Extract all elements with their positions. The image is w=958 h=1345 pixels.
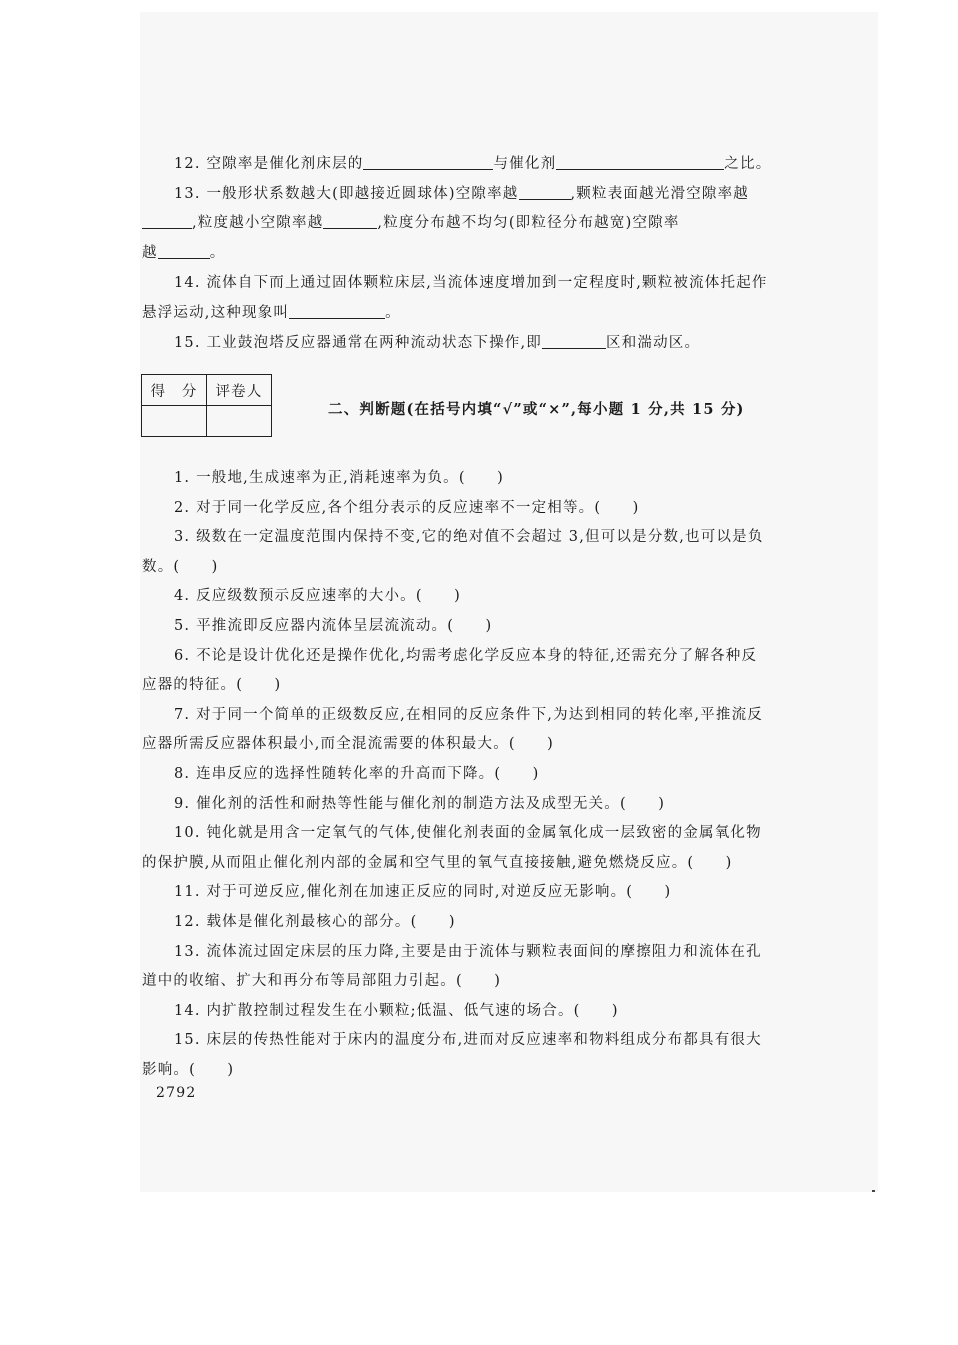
fill-item-13-cont2 — [142, 241, 822, 262]
judgment-item — [174, 910, 854, 931]
answer-blank[interactable] — [323, 214, 377, 229]
item-number: 9. — [174, 795, 191, 812]
item-text: 级数在一定温度范围内保持不变,它的绝对值不会超过 3,但可以是分数,也可以是负 — [196, 529, 764, 546]
item-text: 载体是催化剂最核心的部分。( ) — [206, 914, 456, 930]
item-text: 空隙率是催化剂床层的 — [206, 156, 364, 172]
judgment-item — [174, 821, 854, 842]
item-text: 催化剂的活性和耐热等性能与催化剂的制造方法及成型无关。( ) — [196, 795, 666, 812]
answer-blank[interactable] — [542, 334, 606, 349]
answer-blank[interactable] — [158, 244, 210, 259]
item-number: 15. — [174, 335, 201, 351]
fill-item-15 — [174, 331, 854, 352]
item-text: 的保护膜,从而阻止催化剂内部的金属和空气里的氧气直接接触,避免燃烧反应。( ) — [142, 854, 733, 871]
item-text: 对于同一个简单的正级数反应,在相同的反应条件下,为达到相同的转化率,平推流反 — [196, 706, 763, 723]
answer-blank[interactable] — [363, 155, 493, 170]
scan-speck — [872, 1190, 875, 1192]
fill-item-13 — [174, 182, 854, 203]
answer-blank[interactable] — [289, 304, 385, 319]
item-text: 平推流即反应器内流体呈层流流动。( ) — [196, 618, 493, 634]
item-number: 14. — [174, 275, 201, 291]
judgment-item-cont — [142, 555, 822, 576]
fill-item-14 — [174, 271, 854, 292]
item-text: 流体自下而上通过固体颗粒床层,当流体速度增加到一定程度时,颗粒被流体托起作 — [206, 275, 768, 291]
item-number: 14. — [174, 1002, 201, 1019]
judgment-item-cont — [142, 1058, 822, 1079]
grader-header: 评卷人 — [207, 375, 272, 406]
answer-blank[interactable] — [519, 185, 571, 200]
item-text: 对于可逆反应,催化剂在加速正反应的同时,对逆反应无影响。( ) — [206, 884, 672, 901]
fill-item-14-cont — [142, 301, 822, 322]
item-text: 影响。( ) — [142, 1062, 235, 1078]
item-text: 之比。 — [724, 156, 772, 172]
item-number: 7. — [174, 706, 191, 723]
item-number: 12. — [174, 156, 201, 172]
item-text: 不论是设计优化还是操作优化,均需考虑化学反应本身的特征,还需充分了解各种反 — [196, 647, 758, 664]
item-text: ,颗粒表面越光滑空隙率越 — [570, 186, 750, 202]
judgment-item — [174, 762, 854, 783]
item-text: 。 — [385, 305, 401, 321]
item-number: 12. — [174, 914, 201, 930]
score-header: 得 分 — [142, 375, 207, 406]
score-cell[interactable] — [142, 406, 207, 437]
judgment-item — [174, 792, 854, 813]
judgment-item — [174, 880, 854, 901]
item-number: 5. — [174, 618, 191, 634]
judgment-item — [174, 999, 854, 1020]
item-text: 悬浮运动,这种现象叫 — [142, 305, 290, 321]
answer-blank[interactable] — [142, 214, 192, 229]
item-text: 床层的传热性能对于床内的温度分布,进而对反应速率和物料组成分布都具有很大 — [206, 1032, 762, 1049]
item-text: 钝化就是用含一定氧气的气体,使催化剂表面的金属氧化成一层致密的金属氧化物 — [206, 825, 762, 842]
item-text: ,粒度分布越不均匀(即粒径分布越宽)空隙率 — [377, 215, 680, 231]
judgment-item — [174, 614, 854, 635]
item-number: 13. — [174, 943, 201, 960]
item-text: 区和湍动区。 — [606, 335, 701, 351]
judgment-item — [174, 466, 854, 487]
answer-blank[interactable] — [556, 155, 724, 170]
judgment-item — [174, 644, 854, 665]
grader-cell[interactable] — [207, 406, 272, 437]
score-table — [141, 374, 272, 437]
judgment-item-cont — [142, 851, 822, 872]
item-number: 13. — [174, 186, 201, 202]
judgment-item — [174, 940, 854, 961]
item-number: 11. — [174, 884, 201, 901]
item-text: 流体流过固定床层的压力降,主要是由于流体与颗粒表面间的摩擦阻力和流体在孔 — [206, 943, 762, 960]
item-number: 6. — [174, 647, 191, 664]
item-number: 1. — [174, 470, 191, 486]
judgment-item-cont — [142, 732, 822, 753]
judgment-item — [174, 525, 854, 546]
item-text: 工业鼓泡塔反应器通常在两种流动状态下操作,即 — [206, 335, 542, 351]
judgment-item — [174, 703, 854, 724]
judgment-item-cont — [142, 673, 822, 694]
item-number: 8. — [174, 766, 191, 782]
item-text: ,粒度越小空隙率越 — [192, 215, 324, 231]
item-text: 越 — [142, 245, 158, 261]
judgment-item-cont — [142, 969, 822, 990]
item-text: 连串反应的选择性随转化率的升高而下降。( ) — [196, 766, 540, 782]
item-text: 应器所需反应器体积最小,而全混流需要的体积最大。( ) — [142, 736, 555, 753]
item-text: 应器的特征。( ) — [142, 677, 282, 694]
section-title: 二、判断题(在括号内填“√”或“×”,每小题 1 分,共 15 分) — [328, 401, 745, 418]
item-text: 反应级数预示反应速率的大小。( ) — [196, 588, 461, 605]
item-text: 一般地,生成速率为正,消耗速率为负。( ) — [196, 470, 504, 486]
item-text: 道中的收缩、扩大和再分布等局部阻力引起。( ) — [142, 973, 502, 990]
item-text: 数。( ) — [142, 558, 219, 575]
item-text: 一般形状系数越大(即越接近圆球体)空隙率越 — [206, 186, 519, 202]
item-number: 3. — [174, 529, 191, 546]
fill-item-13-cont — [142, 211, 822, 232]
page-number: 2792 — [156, 1085, 197, 1101]
item-number: 2. — [174, 499, 191, 516]
item-text: 内扩散控制过程发生在小颗粒;低温、低气速的场合。( ) — [206, 1002, 619, 1019]
item-number: 10. — [174, 825, 201, 842]
item-text: 对于同一化学反应,各个组分表示的反应速率不一定相等。( ) — [196, 499, 640, 516]
item-text: 。 — [209, 245, 226, 261]
item-number: 15. — [174, 1032, 201, 1049]
judgment-item — [174, 584, 854, 605]
judgment-item — [174, 496, 854, 517]
item-number: 4. — [174, 588, 191, 605]
item-text: 与催化剂 — [493, 156, 557, 172]
judgment-item — [174, 1028, 854, 1049]
fill-item-12 — [174, 152, 854, 173]
